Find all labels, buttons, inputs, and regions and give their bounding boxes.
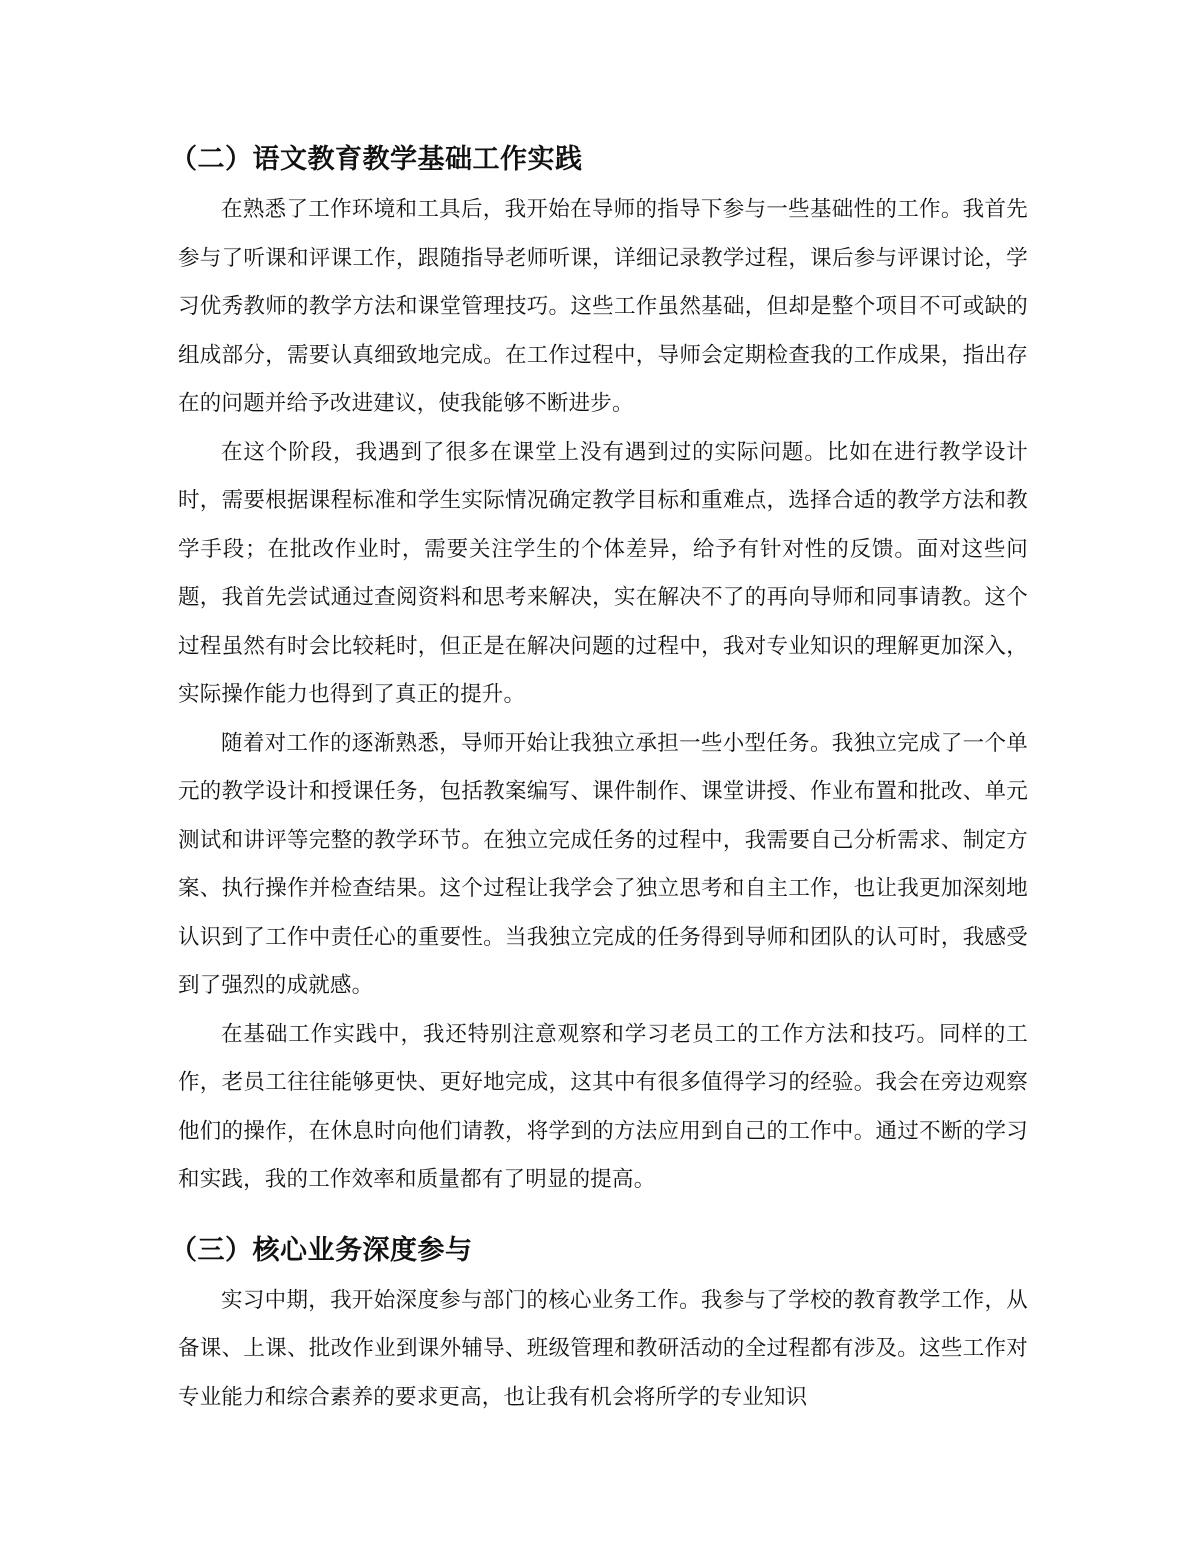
paragraph: 在基础工作实践中，我还特别注意观察和学习老员工的工作方法和技巧。同样的工作，老员工往往能够更快、更好地完成，这其中有很多值得学习的经验。我会在旁边观察他们的操作，在休息时向他们请教，将学到的方法应用到自己的工作中。通过不断的学习和实践，我的工作效率和质量都有了明显的提高。 xyxy=(178,1021,1028,1192)
section-heading-basic-practice: （二）语文教育教学基础工作实践 xyxy=(170,144,583,175)
paragraph: 在熟悉了工作环境和工具后，我开始在导师的指导下参与一些基础性的工作。我首先参与了听课和评课工作，跟随指导老师听课，详细记录教学过程，课后参与评课讨论，学习优秀教师的教学方法和课堂管理技巧。这些工作虽然基础，但却是整个项目不可或缺的组成部分，需要认真细致地完成。在工作过程中，导师会定期检查我的工作成果，指出存在的问题并给予改进建议，使我能够不断进步。 xyxy=(178,197,1028,416)
paragraph: 在这个阶段，我遇到了很多在课堂上没有遇到过的实际问题。比如在进行教学设计时，需要根据课程标准和学生实际情况确定教学目标和重难点，选择合适的教学方法和教学手段；在批改作业时，需要关注学生的个体差异，给予有针对性的反馈。面对这些问题，我首先尝试通过查阅资料和思考来解决，实在解决不了的再向导师和同事请教。这个过程虽然有时会比较耗时，但正是在解决问题的过程中，我对专业知识的理解更加深入，实际操作能力也得到了真正的提升。 xyxy=(178,439,1028,707)
paragraph: 实习中期，我开始深度参与部门的核心业务工作。我参与了学校的教育教学工作，从备课、上课、批改作业到课外辅导、班级管理和教研活动的全过程都有涉及。这些工作对专业能力和综合素养的要求更高，也让我有机会将所学的专业知识 xyxy=(178,1287,1028,1410)
section-heading-core-business: （三）核心业务深度参与 xyxy=(170,1234,473,1266)
document-body xyxy=(170,136,1028,1422)
paragraph: 随着对工作的逐渐熟悉，导师开始让我独立承担一些小型任务。我独立完成了一个单元的教学设计和授课任务，包括教案编写、课件制作、课堂讲授、作业布置和批改、单元测试和讲评等完整的教学环节。在独立完成任务的过程中，我需要自己分析需求、制定方案、执行操作并检查结果。这个过程让我学会了独立思考和自主工作，也让我更加深刻地认识到了工作中责任心的重要性。当我独立完成的任务得到导师和团队的认可时，我感受到了强烈的成就感。 xyxy=(178,730,1028,998)
